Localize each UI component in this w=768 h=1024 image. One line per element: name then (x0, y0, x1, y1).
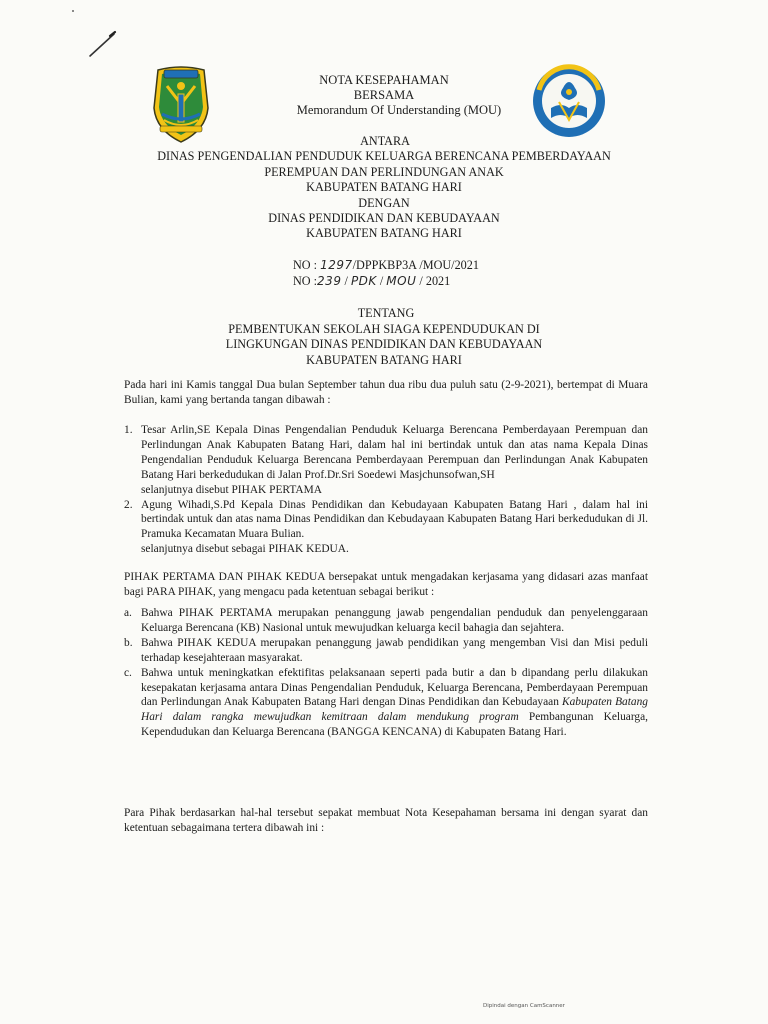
first-party-line2: PEREMPUAN DAN PERLINDUNGAN ANAK (264, 164, 504, 179)
list-item (124, 606, 648, 636)
handwritten-code: MOU (386, 273, 417, 288)
first-party-line3: KABUPATEN BATANG HARI (306, 180, 462, 195)
parties-block (0, 134, 768, 242)
antara-label: ANTARA (360, 134, 410, 148)
number-separator: / (376, 273, 387, 288)
list-marker: 2. (124, 498, 133, 511)
second-party-line1: DINAS PENDIDIKAN DAN KEBUDAYAAN (268, 211, 500, 226)
document-header (0, 73, 768, 119)
signatory-text: Agung Wihadi,S.Pd Kepala Dinas Pendidikan dan Kebudayaan Kabupaten Batang Hari , dalam hal ini bertindak untuk dan atas nama Dinas Pendidikan dan Kebudayaan Kabupaten Batang Hari berkedudukan di Jl. Pramuka Kecamatan Muara Bulian. (141, 498, 648, 541)
number-prefix: NO : (293, 273, 318, 288)
consideration-text: Bahwa untuk meningkatkan efektifitas pelaksanaan seperti pada butir a dan b dipandang perlu dilakukan kesepakatan kerjasama antara Dinas Pengendalian Penduduk, Keluarga Berencana, Pemberdayaan Perempuan dan Perlindungan Anak Kabupaten Batang Hari dengan Dinas Pendidikan dan Kebudayaan (141, 666, 648, 709)
header-title: NOTA KESEPAHAMAN (319, 73, 449, 87)
signatory-role: selanjutnya disebut PIHAK PERTAMA (141, 483, 322, 496)
number-suffix: /DPPKBP3A /MOU/2021 (352, 258, 479, 272)
consideration-text-end: Pembangunan Keluarga, Kependudukan dan Keluarga Berencana (BANGGA KENCANA) di Kabupaten Batang Hari. (141, 711, 649, 739)
number-separator: / (341, 273, 351, 288)
consideration-text: Bahwa PIHAK KEDUA merupakan penanggung jawab pendidikan yang mengemban Visi dan Misi peduli terhadap kesejahteraan masyarakat. (141, 636, 648, 664)
handwritten-number: 1297 (320, 258, 353, 272)
subject-block (0, 306, 768, 368)
subject-line2: LINGKUNGAN DINAS PENDIDIKAN DAN KEBUDAYAAN (225, 337, 543, 351)
signatory-text: Tesar Arlin,SE Kepala Dinas Pengendalian Penduduk Keluarga Berencana Pemberdayaan Perempuan dan Perlindungan Anak Kabupaten Batang Hari, dalam hal ini bertindak untuk dan atas nama Kepala Dinas Pengendalian Penduduk Keluarga Berencana Pemberdayaan Perempuan dan Perlindungan Anak Kabupaten Batang Hari berkedudukan di Jalan Prof.Dr.Sri Soedewi Masjchunsofwan,SH (141, 424, 648, 481)
header-english: Memorandum Of Understanding (MOU) (296, 103, 502, 118)
handwritten-number: 239 (317, 273, 342, 288)
list-item (124, 423, 648, 498)
consideration-text: Bahwa PIHAK PERTAMA merupakan penanggung jawab pengendalian penduduk dan penyelenggaraan Keluarga Berencana (KB) Nasional untuk mewujudkan keluarga kecil bahagia dan sejahtera. (141, 607, 648, 634)
tentang-label: TENTANG (357, 306, 415, 320)
scan-speck (72, 10, 74, 12)
consideration-text-italic: Kabupaten Batang Hari dalam rangka mewujudkan kemitraan dalam mendukung program (141, 696, 648, 724)
list-marker: 1. (124, 424, 133, 436)
handwritten-code: PDK (350, 273, 377, 288)
subject-line1: PEMBENTUKAN SEKOLAH SIAGA KEPENDUDUKAN DI (228, 321, 540, 336)
second-party-line2: KABUPATEN BATANG HARI (306, 226, 462, 241)
scanner-watermark: Dipindai dengan CamScanner (483, 1003, 565, 1009)
first-party-line1: DINAS PENGENDALIAN PENDUDUK KELUARGA BERENCANA PEMBERDAYAAN (157, 149, 611, 164)
intro-paragraph: Pada hari ini Kamis tanggal Dua bulan September tahun dua ribu dua puluh satu (2-9-2021), bertempat di Muara Bulian, kami yang bertanda tangan dibawah : (124, 379, 648, 406)
number-line-1 (293, 258, 479, 274)
pen-mark-icon (88, 30, 118, 60)
dengan-label: DENGAN (358, 195, 410, 210)
number-line-2 (293, 274, 479, 290)
considerations-list (124, 606, 648, 740)
signatories-list (124, 423, 648, 557)
agreement-paragraph: PIHAK PERTAMA DAN PIHAK KEDUA bersepakat untuk mengadakan kerjasama yang didasari azas manfaat bagi PARA PIHAK, yang mengacu pada ketentuan sebagai berikut : (124, 571, 648, 598)
closing-paragraph: Para Pihak berdasarkan hal-hal tersebut sepakat membuat Nota Kesepahaman bersama ini dengan syarat dan ketentuan sebagaimana tertera dibawah ini : (124, 807, 648, 834)
list-item (124, 498, 648, 558)
subject-line3: KABUPATEN BATANG HARI (306, 352, 462, 367)
header-subtitle: BERSAMA (353, 88, 415, 103)
number-suffix: / 2021 (416, 273, 451, 288)
list-marker: c. (124, 666, 132, 679)
number-prefix: NO : (293, 258, 321, 272)
document-numbers (293, 258, 479, 289)
signatory-role: selanjutnya disebut sebagai PIHAK KEDUA. (141, 543, 349, 556)
list-marker: b. (124, 636, 133, 649)
list-item (124, 666, 648, 741)
list-marker: a. (124, 607, 132, 619)
list-item (124, 636, 648, 666)
